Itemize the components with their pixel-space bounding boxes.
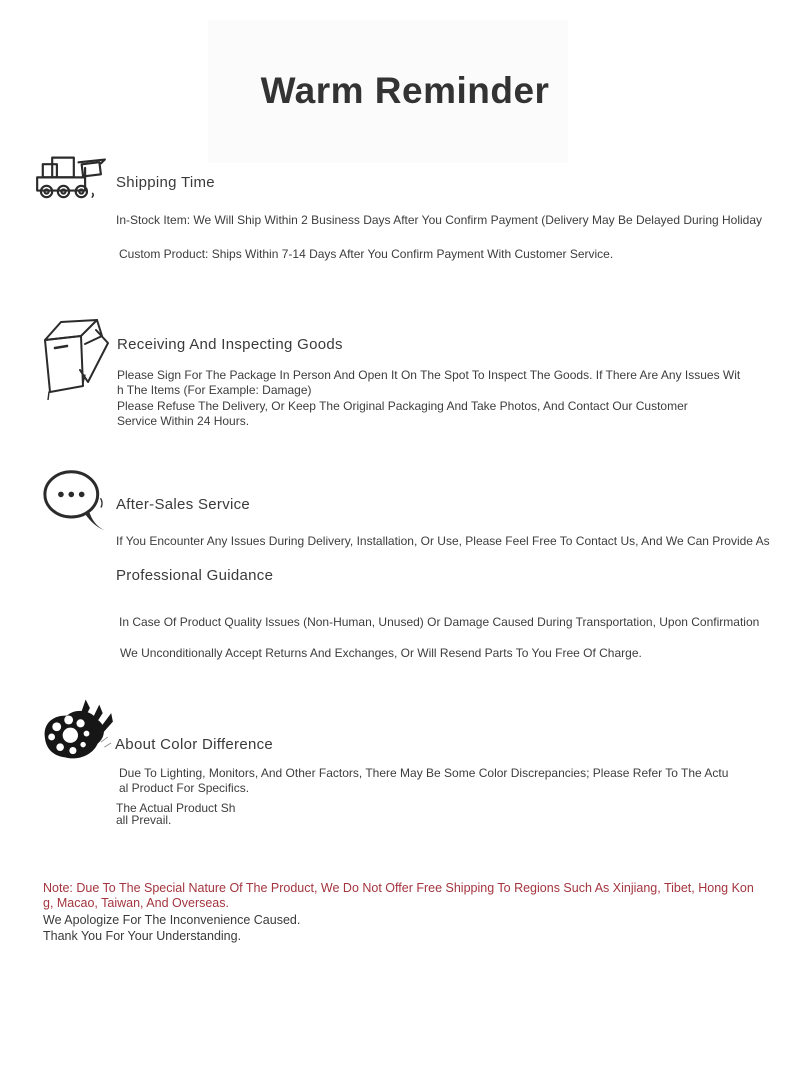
colordiff-heading: About Color Difference (115, 736, 274, 753)
colordiff-lighting-line1: Due To Lighting, Monitors, And Other Factors, There May Be Some Color Discrepancies; Please Refer To The Actu (119, 766, 729, 780)
thanks-line: Thank You For Your Understanding. (43, 928, 242, 943)
receiving-refuse-paragraph (117, 399, 688, 428)
page-title: Warm Reminder (260, 70, 550, 111)
receiving-sign-paragraph (117, 368, 740, 397)
note-red-line2: g, Macao, Taiwan, And Overseas. (43, 895, 229, 910)
palette-icon (38, 696, 118, 766)
box-icon (38, 312, 110, 400)
aftersales-subheading: Professional Guidance (116, 567, 274, 584)
apology-note (43, 913, 300, 944)
apology-line: We Apologize For The Inconvenience Caused. (43, 913, 301, 927)
receiving-sign-line1: Please Sign For The Package In Person And Open It On The Spot To Inspect The Goods. If There Are Any Issues Wit (117, 368, 741, 382)
shipping-instock-line: In-Stock Item: We Will Ship Within 2 Business Days After You Confirm Payment (Delivery May Be Delayed During Holiday (116, 213, 763, 227)
receiving-refuse-line2: Service Within 24 Hours. (117, 413, 250, 428)
aftersales-quality-line: In Case Of Product Quality Issues (Non-Human, Unused) Or Damage Caused During Transportation, Upon Confirmation (119, 615, 760, 629)
chat-bubble-icon (40, 468, 112, 534)
aftersales-heading: After-Sales Service (116, 496, 251, 513)
aftersales-contact-line: If You Encounter Any Issues During Delivery, Installation, Or Use, Please Feel Free To Contact Us, And We Can Provide As (116, 534, 770, 548)
colordiff-prevail-line2: all Prevail. (116, 813, 172, 827)
aftersales-returns-line: We Unconditionally Accept Returns And Exchanges, Or Will Resend Parts To You Free Of Charge. (120, 646, 642, 660)
colordiff-lighting-line2: al Product For Specifics. (119, 780, 250, 795)
colordiff-prevail-line1: The Actual Product Sh (116, 801, 236, 815)
note-red-line1: Note: Due To The Special Nature Of The Product, We Do Not Offer Free Shipping To Regions Such As Xinjiang, Tibet, Hong Kon (43, 881, 754, 895)
colordiff-prevail-paragraph (116, 802, 235, 826)
shipping-restriction-note (43, 881, 754, 910)
shipping-heading: Shipping Time (116, 174, 215, 191)
receiving-refuse-line1: Please Refuse The Delivery, Or Keep The Original Packaging And Take Photos, And Contact Our Customer (117, 399, 688, 413)
colordiff-lighting-paragraph (119, 766, 728, 795)
receiving-sign-line2: h The Items (For Example: Damage) (117, 382, 312, 397)
shipping-custom-line: Custom Product: Ships Within 7-14 Days After You Confirm Payment With Customer Service. (119, 247, 614, 261)
truck-icon (34, 152, 108, 199)
receiving-heading: Receiving And Inspecting Goods (117, 336, 343, 353)
